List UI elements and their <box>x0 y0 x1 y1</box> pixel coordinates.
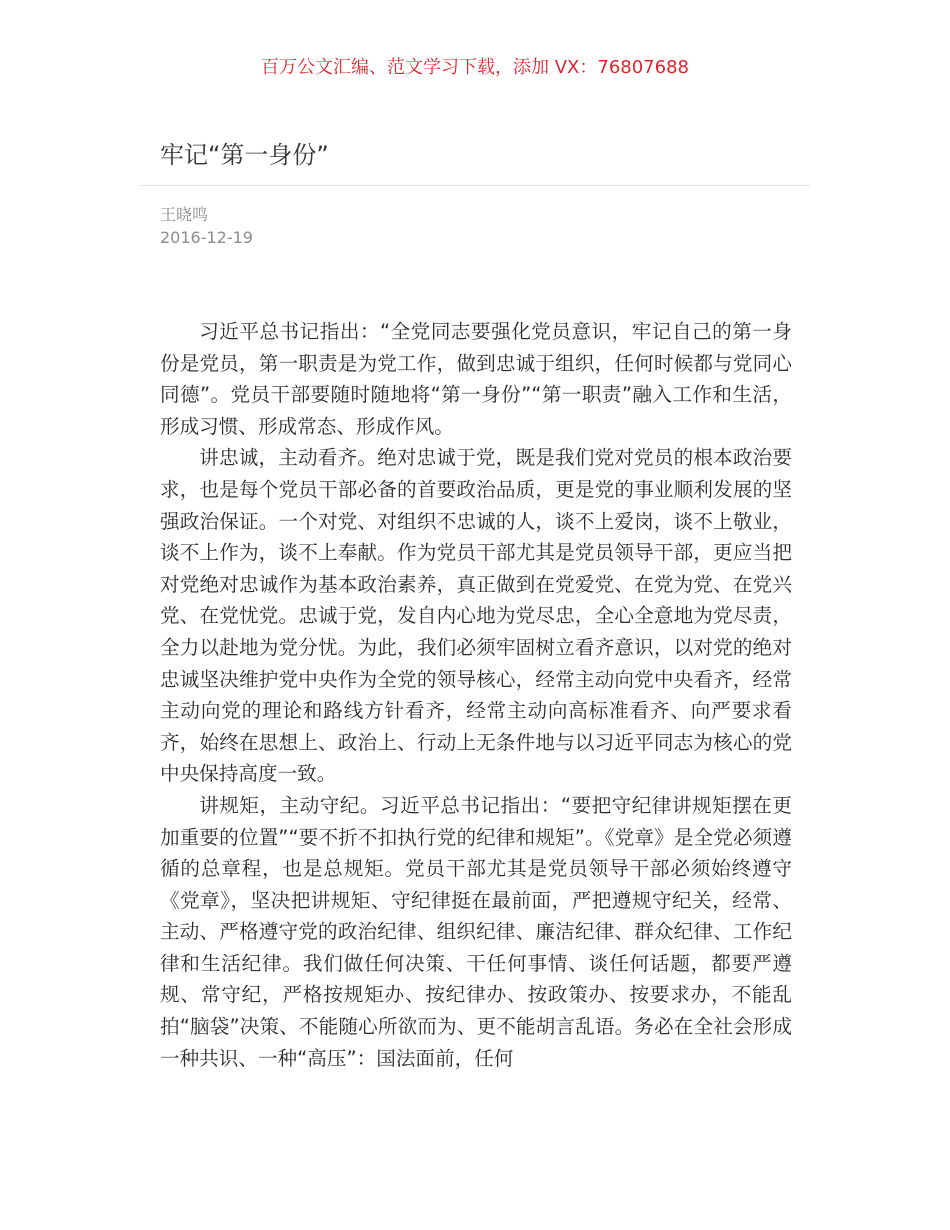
article-body <box>160 316 792 1074</box>
title-divider <box>140 185 810 186</box>
article-paragraph: 习近平总书记指出：“全党同志要强化党员意识，牢记自己的第一身份是党员，第一职责是为党工作，做到忠诚于组织，任何时候都与党同心同德”。党员干部要随时随地将“第一身份”“第一职责”融入工作和生活，形成习惯、形成常态、形成作风。 <box>160 320 792 438</box>
watermark-banner: 百万公文汇编、范文学习下载，添加 VX：76807688 <box>261 57 689 78</box>
article-title: 牢记“第一身份” <box>160 141 329 169</box>
article-author: 王晓鸣 <box>160 205 209 224</box>
article-paragraph: 讲忠诚，主动看齐。绝对忠诚于党，既是我们党对党员的根本政治要求，也是每个党员干部必备的首要政治品质，更是党的事业顺利发展的坚强政治保证。一个对党、对组织不忠诚的人，谈不上爱岗，谈不上敬业，谈不上作为，谈不上奉献。作为党员干部尤其是党员领导干部，更应当把对党绝对忠诚作为基本政治素养，真正做到在党爱党、在党为党、在党兴党、在党忧党。忠诚于党，发自内心地为党尽忠，全心全意地为党尽责，全力以赴地为党分忧。为此，我们必须牢固树立看齐意识，以对党的绝对忠诚坚决维护党中央作为全党的领导核心，经常主动向党中央看齐，经常主动向党的理论和路线方针看齐，经常主动向高标准看齐、向严要求看齐，始终在思想上、政治上、行动上无条件地与以习近平同志为核心的党中央保持高度一致。 <box>160 446 792 786</box>
article-date: 2016-12-19 <box>160 228 253 247</box>
article-paragraph: 讲规矩，主动守纪。习近平总书记指出：“要把守纪律讲规矩摆在更加重要的位置”“要不折不扣执行党的纪律和规矩”。《党章》是全党必须遵循的总章程，也是总规矩。党员干部尤其是党员领导干部必须始终遵守《党章》，坚决把讲规矩、守纪律挺在最前面，严把遵规守纪关，经常、主动、严格遵守党的政治纪律、组织纪律、廉洁纪律、群众纪律、工作纪律和生活纪律。我们做任何决策、干任何事情、谈任何话题，都要严遵规、常守纪，严格按规矩办、按纪律办、按政策办、按要求办，不能乱拍“脑袋”决策、不能随心所欲而为、更不能胡言乱语。务必在全社会形成一种共识、一种“高压”：国法面前，任何 <box>160 793 792 1070</box>
